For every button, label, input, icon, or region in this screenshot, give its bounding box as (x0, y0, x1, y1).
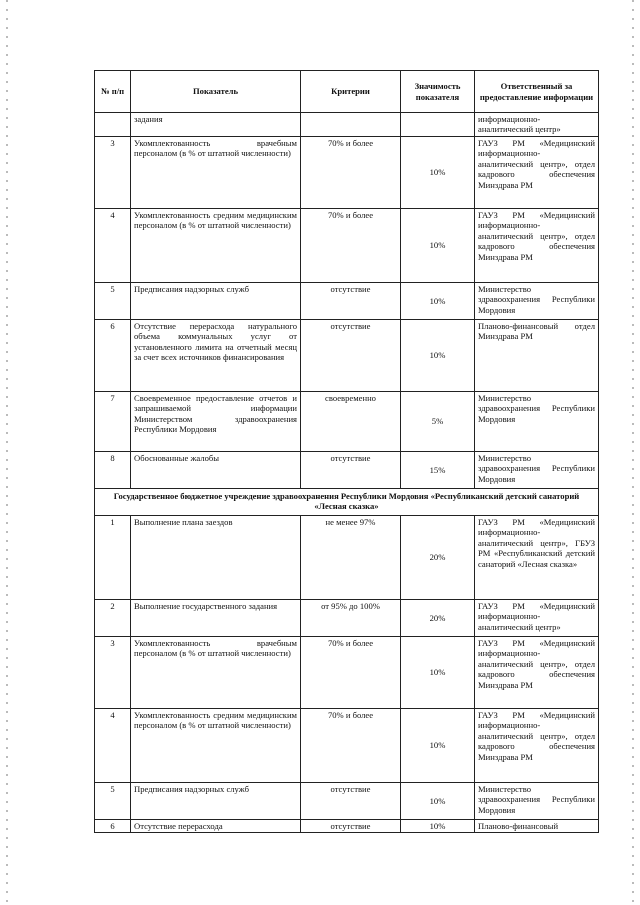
cell-significance: 5% (401, 391, 475, 451)
cell-criteria: от 95% до 100% (301, 599, 401, 636)
cell-significance: 10% (401, 208, 475, 282)
cell-indicator: задания (131, 113, 301, 137)
cell-indicator: Укомплектованность средним медицинским персоналом (в % от штатной численности) (131, 208, 301, 282)
section-title: Государственное бюджетное учреждение здравоохранения Республики Мордовия «Республиканский детский санаторий «Лесная сказка» (95, 488, 599, 515)
cell-significance: 20% (401, 515, 475, 599)
table-row (95, 391, 599, 451)
cell-significance: 20% (401, 599, 475, 636)
cell-indicator: Своевременное предоставление отчетов и запрашиваемой информации Министерством здравоохранения Республики Мордовия (131, 391, 301, 451)
cell-number: 6 (95, 319, 131, 391)
cell-criteria: отсутствие (301, 819, 401, 832)
table-row (95, 282, 599, 319)
cell-criteria: 70% и более (301, 208, 401, 282)
table-row (95, 819, 599, 832)
cell-criteria: 70% и более (301, 708, 401, 782)
cell-criteria: отсутствие (301, 319, 401, 391)
table-row (95, 208, 599, 282)
left-edge-marks (6, 0, 8, 905)
cell-indicator: Укомплектованность средним медицинским персоналом (в % от штатной численности) (131, 708, 301, 782)
table-row (95, 708, 599, 782)
cell-number: 7 (95, 391, 131, 451)
cell-criteria: не менее 97% (301, 515, 401, 599)
cell-responsible: Министерство здравоохранения Республики Мордовия (475, 282, 599, 319)
cell-responsible: Министерство здравоохранения Республики Мордовия (475, 451, 599, 488)
cell-criteria: 70% и более (301, 136, 401, 208)
cell-number: 6 (95, 819, 131, 832)
cell-criteria: своевременно (301, 391, 401, 451)
table-row (95, 599, 599, 636)
cell-number: 8 (95, 451, 131, 488)
cell-number: 4 (95, 708, 131, 782)
table-row (95, 515, 599, 599)
cell-number: 3 (95, 136, 131, 208)
cell-significance: 10% (401, 319, 475, 391)
cell-number: 3 (95, 636, 131, 708)
cell-number: 1 (95, 515, 131, 599)
table-row (95, 451, 599, 488)
cell-number: 5 (95, 282, 131, 319)
indicator-table (94, 70, 599, 833)
cell-indicator: Выполнение государственного задания (131, 599, 301, 636)
cell-responsible: Планово-финансовый отдел Минздрава РМ (475, 319, 599, 391)
cell-criteria: отсутствие (301, 451, 401, 488)
cell-responsible: ГАУЗ РМ «Медицинский информационно-аналитический центр», отдел кадрового обеспечения Минздрава РМ (475, 208, 599, 282)
cell-significance: 10% (401, 708, 475, 782)
cell-criteria: 70% и более (301, 636, 401, 708)
section-row (95, 488, 599, 515)
cell-number: 5 (95, 782, 131, 819)
table-row (95, 136, 599, 208)
header-responsible: Ответственный за предоставление информации (475, 71, 599, 113)
cell-indicator: Выполнение плана заездов (131, 515, 301, 599)
cell-indicator: Предписания надзорных служб (131, 782, 301, 819)
cell-responsible: информационно-аналитический центр» (475, 113, 599, 137)
cell-significance: 15% (401, 451, 475, 488)
header-indicator: Показатель (131, 71, 301, 113)
cell-criteria: отсутствие (301, 782, 401, 819)
cell-responsible: ГАУЗ РМ «Медицинский информационно-аналитический центр», отдел кадрового обеспечения Минздрава РМ (475, 136, 599, 208)
cell-indicator: Отсутствие перерасхода (131, 819, 301, 832)
cell-significance: 10% (401, 136, 475, 208)
table-row (95, 636, 599, 708)
cell-number: 2 (95, 599, 131, 636)
table-row-continuation (95, 113, 599, 137)
cell-responsible: Министерство здравоохранения Республики Мордовия (475, 782, 599, 819)
cell-responsible: Министерство здравоохранения Республики Мордовия (475, 391, 599, 451)
cell-indicator: Предписания надзорных служб (131, 282, 301, 319)
cell-criteria: отсутствие (301, 282, 401, 319)
cell-significance: 10% (401, 782, 475, 819)
cell-number (95, 113, 131, 137)
cell-indicator: Укомплектованность врачебным персоналом (в % от штатной численности) (131, 636, 301, 708)
cell-indicator: Укомплектованность врачебным персоналом (в % от штатной численности) (131, 136, 301, 208)
cell-responsible: ГАУЗ РМ «Медицинский информационно-аналитический центр», отдел кадрового обеспечения Минздрава РМ (475, 636, 599, 708)
cell-number: 4 (95, 208, 131, 282)
table-header (95, 71, 599, 113)
right-edge-marks (632, 0, 634, 905)
header-number: № п/п (95, 71, 131, 113)
cell-indicator: Отсутствие перерасхода натурального объема коммунальных услуг от установленного лимита на отчетный месяц за счет всех источников финансирования (131, 319, 301, 391)
cell-significance: 10% (401, 819, 475, 832)
header-criteria: Критерии (301, 71, 401, 113)
table-row (95, 782, 599, 819)
cell-significance: 10% (401, 636, 475, 708)
cell-criteria (301, 113, 401, 137)
cell-responsible: ГАУЗ РМ «Медицинский информационно-аналитический центр», отдел кадрового обеспечения Минздрава РМ (475, 708, 599, 782)
header-significance: Значимость показателя (401, 71, 475, 113)
cell-significance: 10% (401, 282, 475, 319)
cell-significance (401, 113, 475, 137)
table-row (95, 319, 599, 391)
cell-indicator: Обоснованные жалобы (131, 451, 301, 488)
cell-responsible: Планово-финансовый (475, 819, 599, 832)
cell-responsible: ГАУЗ РМ «Медицинский информационно-аналитический центр» (475, 599, 599, 636)
cell-responsible: ГАУЗ РМ «Медицинский информационно-аналитический центр», ГБУЗ РМ «Республиканский детский санаторий «Лесная сказка» (475, 515, 599, 599)
